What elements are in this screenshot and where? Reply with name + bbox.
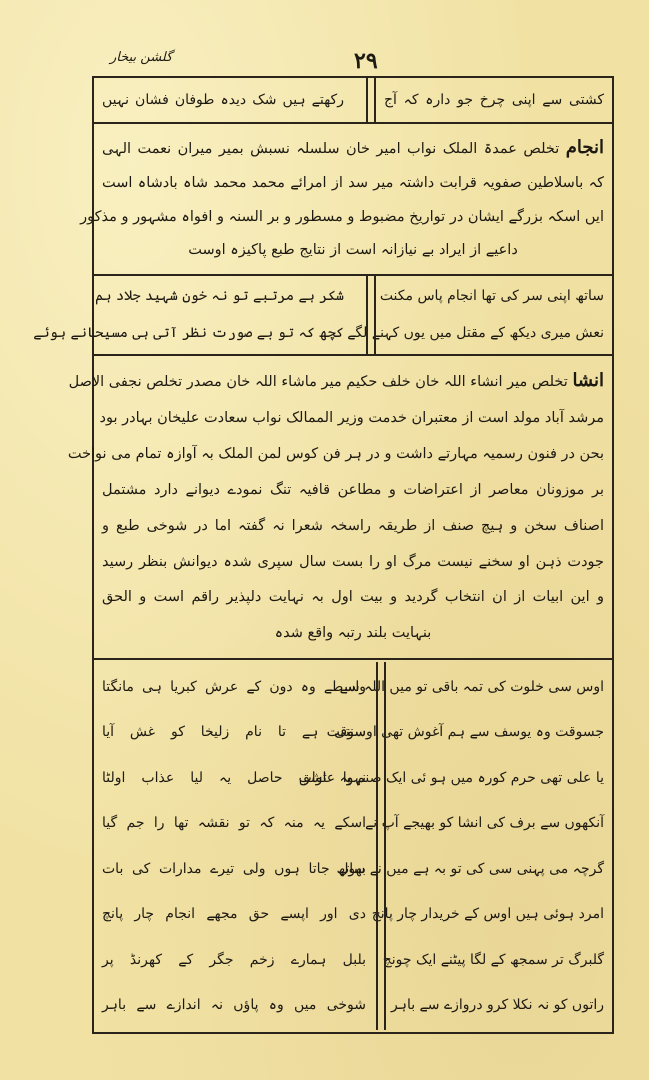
verse-line: یا علی تھی حرم کورہ میں ہو ئی ایک صنم پہ عاشق xyxy=(299,769,604,786)
verse-line: نعش میری دیکھ کے مقتل میں یوں کہنے لگے xyxy=(347,325,604,341)
verse-line: کشتی سے اپنی چرخ جو دارہ کہ آج xyxy=(384,91,604,108)
top-couplet-right xyxy=(376,78,612,122)
verse-line: راتوں کو نہ نکلا کرو دروازے سے باہر xyxy=(391,997,604,1014)
verse-line: واسطے وہ دون کے عرش کبریا ہی مانگتا xyxy=(102,678,366,695)
top-couplet xyxy=(94,78,612,122)
verse-line: شکر ہے مرتبے تو نہ خون شہید جلاد ہم xyxy=(95,288,344,304)
insha-verses xyxy=(94,662,612,1030)
anjam-couplets-left xyxy=(33,276,352,354)
text-frame xyxy=(33,76,614,1034)
running-title: گلشن بیخار xyxy=(110,50,173,65)
verse-line: بھول جاتا ہوں ولی تیرے مدارات کی بات xyxy=(102,860,366,877)
anjam-couplets-right xyxy=(347,276,612,354)
insha-verses-right xyxy=(299,662,612,1030)
verse-line: بلبل ہمارے زخم جگر کے کھرنڈ پر xyxy=(102,951,366,968)
verse-line: اوس سی خلوت کی تمہ باقی تو میں اللہ سے xyxy=(339,678,604,695)
prose-line: کہ باسلاطین صفویہ قرابت داشتہ میر سد از امرائے محمد محمد شاہ بادشاہ است xyxy=(102,174,604,191)
verse-line: اسکے یہ منہ کہ تو نقشہ تھا را جم گیا xyxy=(102,815,366,832)
entry-anjam xyxy=(80,128,605,268)
prose-line: بحن در فنون رسمیہ مہارتے داشت و در ہر فن کوس لمن الملک بہ آوازہ تمام می نواخت xyxy=(67,445,604,462)
verse-line: آنکھوں سے برف کی انشا کو بھیجے آپ نے xyxy=(365,815,604,832)
horizontal-rule xyxy=(94,354,612,356)
top-couplet-left xyxy=(94,78,352,122)
prose-line: مرشد آباد مولد است از معتبران خدمت وزیر الممالک نواب سعادت علیخان بہادر بود xyxy=(99,410,604,427)
verse-line: جسوقت وہ یوسف سے ہم آغوش تھی اوسوقت xyxy=(326,724,604,741)
verse-line: رکھتے ہیں شک دیدہ طوفان فشان نہیں xyxy=(102,91,344,108)
entry-insha xyxy=(67,360,604,652)
horizontal-rule xyxy=(94,122,612,124)
column-divider xyxy=(366,276,376,354)
prose-line: اصناف سخن و ہیچ صنف از طریقہ راسخہ شعرا نہ گفتہ اما در شوخی طبع و xyxy=(102,517,604,534)
verse-line: ساتھ اپنی سر کی تھا انجام پاس مکنت xyxy=(379,288,604,304)
prose-line: ایں اسکہ بزرگے ایشان در تواریخ مضبوط و مسطور و بر السنہ و افواہ مشہور و مذکور xyxy=(80,208,604,225)
page-header xyxy=(92,48,612,76)
column-divider xyxy=(366,78,376,122)
prose-text: تخلص میر انشاء اللہ خان خلف حکیم میر ماشاء اللہ خان مصدر تخلص نجفی الاصل xyxy=(68,374,568,391)
prose-line: و این ابیات از ان انتخاب گردید و بیت اول بہ نہایت دلپذیر راقم است و الحق xyxy=(102,589,604,606)
verse-line: دی اور اپسے حق مجھے انجام چار پانچ xyxy=(102,906,366,923)
verse-line: نہوا ثواب حاصل یہ لیا عذاب اولٹا xyxy=(102,769,366,786)
prose-line-1 xyxy=(68,367,604,394)
verse-line: گلبرگ تر سمجھ کے لگا پیٹنے ایک چونچ xyxy=(382,951,604,968)
poet-name: انجام xyxy=(565,136,605,158)
prose-line: جودت ذہن او سخنے نیست مرگ او را بست سال سپری شدہ دیوانش بنظر رسید xyxy=(102,553,604,570)
verse-line: شوخی میں وہ پاؤں نہ اندازے سے باہر xyxy=(102,997,366,1014)
horizontal-rule xyxy=(94,658,612,660)
prose-closing: بنہایت بلند رتبہ واقع شدہ xyxy=(274,625,432,642)
verse-line: کچھ کہ تو بے صورت نظر آتی ہی مسیحانے ہوئے xyxy=(33,325,344,341)
anjam-couplets xyxy=(33,276,612,354)
verse-line: سنتی ہے تا نام زلیخا کو غش آیا xyxy=(102,724,366,741)
poet-name: انشا xyxy=(572,370,604,392)
insha-verses-left xyxy=(94,662,374,1030)
verse-line: گرچہ می پہنی سی کی تو بہ ہے میں نے ساتھ xyxy=(336,860,604,877)
column-divider xyxy=(376,662,386,1030)
prose-text: تخلص عمدۃ الملک نواب امیر خان سلسلہ نسبش بمیر میران نعمت الہی xyxy=(102,140,560,157)
prose-line: بر موزونان معاصر از اعتراضات و مطاعن قافیہ تنگ نمودے دیوانے دارد مشتمل xyxy=(102,481,604,498)
prose-line-1 xyxy=(102,134,604,161)
verse-line: امرد ہوئی ہیں اوس کے خریدار چار پانچ xyxy=(371,906,604,923)
prose-line: داعیے از ایراد بے نیازانہ است از نتایج طبع پاکیزہ اوست xyxy=(188,242,518,259)
page-number: ۲۹ xyxy=(354,48,378,74)
